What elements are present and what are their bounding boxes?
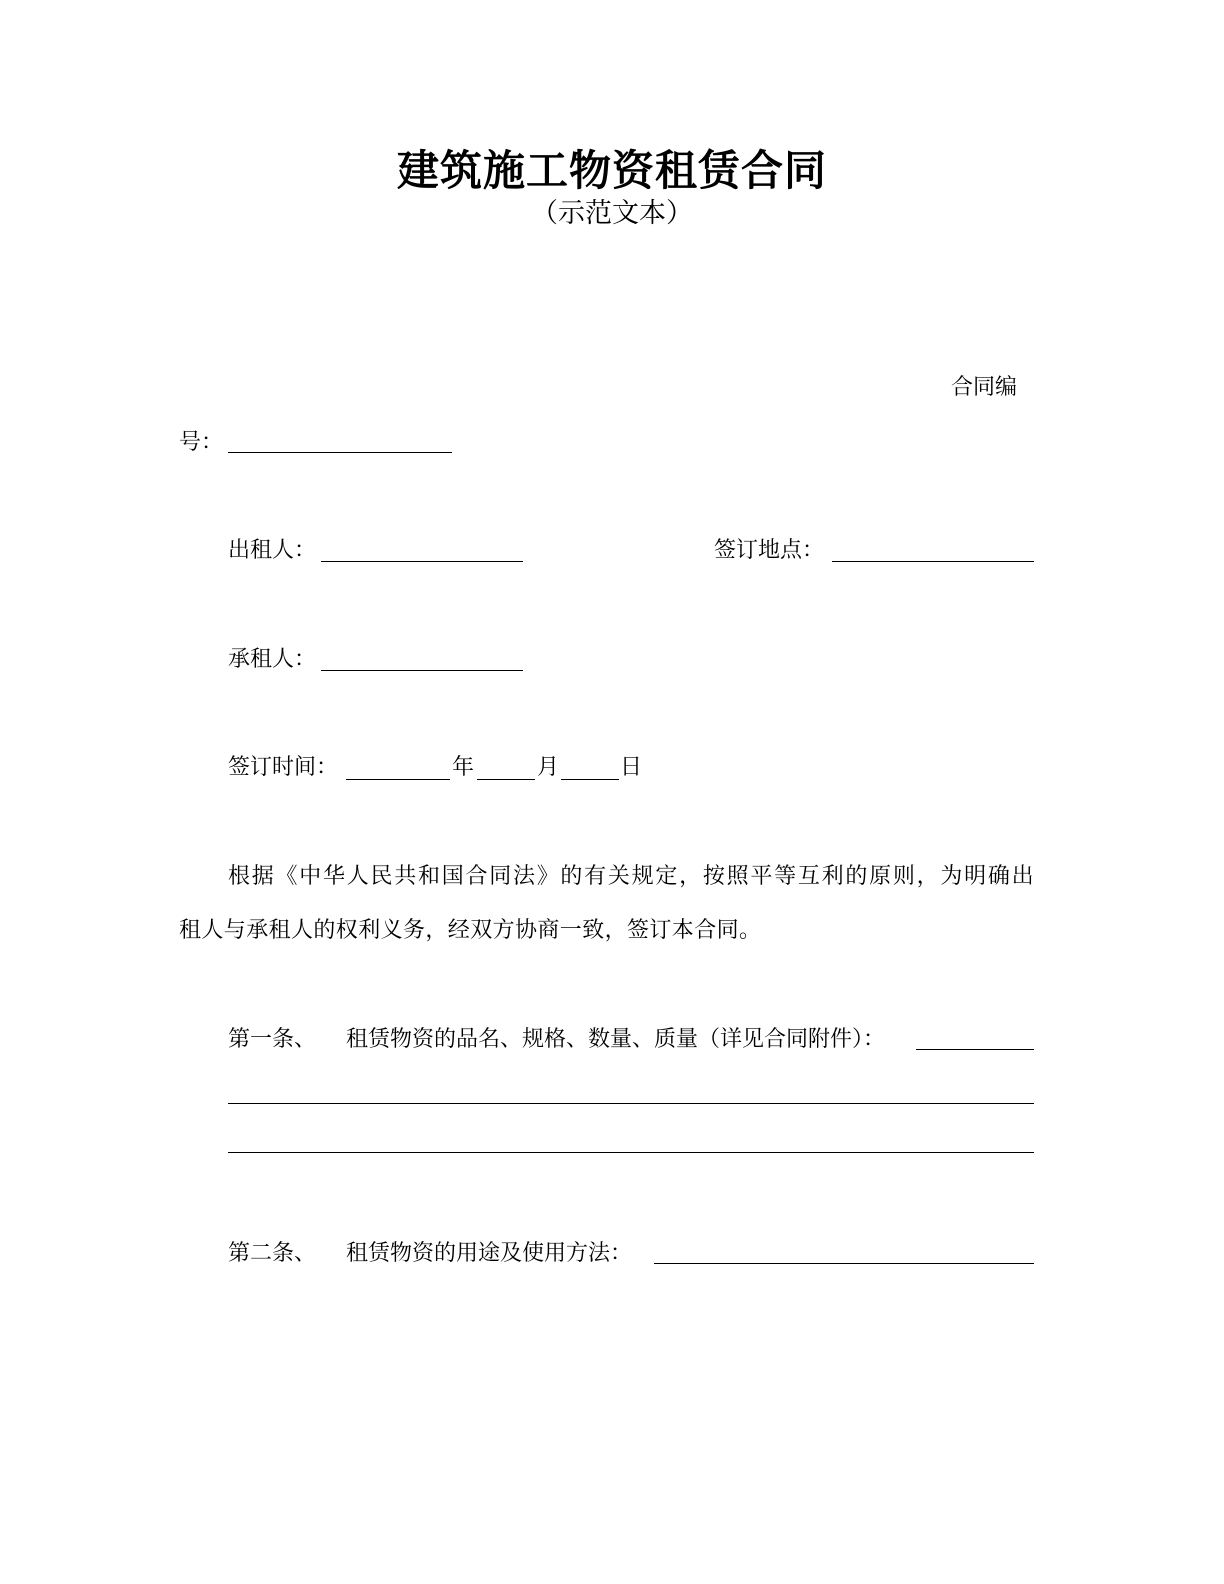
preamble-line-2: 租人与承租人的权利义务，经双方协商一致，签订本合同。 (179, 918, 762, 943)
article-1-field-line-1[interactable] (916, 1049, 1034, 1050)
article-2-number: 第二条、 (228, 1241, 317, 1266)
lessor-field[interactable] (321, 561, 523, 562)
contract-no-field[interactable] (228, 452, 452, 453)
article-1-field-line-2[interactable] (228, 1103, 1034, 1104)
preamble-line-1: 根据《中华人民共和国合同法》的有关规定，按照平等互利的原则，为明确出 (228, 864, 1034, 889)
lessee-field[interactable] (321, 670, 523, 671)
month-label: 月 (537, 755, 560, 780)
document-title: 建筑施工物资租赁合同 (396, 146, 827, 195)
sign-month-field[interactable] (477, 779, 535, 780)
year-label: 年 (452, 755, 475, 780)
article-2-text: 租赁物资的用途及使用方法： (346, 1241, 633, 1266)
day-label: 日 (620, 755, 643, 780)
sign-place-label: 签订地点： (714, 538, 825, 563)
article-1-number: 第一条、 (228, 1027, 317, 1052)
sign-day-field[interactable] (561, 779, 619, 780)
sign-time-label: 签订时间： (228, 755, 339, 780)
lessor-label: 出租人： (228, 538, 317, 563)
lessee-label: 承租人： (228, 647, 317, 672)
sign-year-field[interactable] (346, 779, 450, 780)
contract-no-label-part1: 合同编 (951, 375, 1018, 400)
article-1-text: 租赁物资的品名、规格、数量、质量（详见合同附件）： (346, 1027, 886, 1052)
sign-place-field[interactable] (832, 561, 1034, 562)
article-2-field[interactable] (654, 1263, 1034, 1264)
article-1-field-line-3[interactable] (228, 1152, 1034, 1153)
document-subtitle: （示范文本） (531, 198, 693, 229)
contract-no-label-part2: 号： (179, 430, 224, 455)
